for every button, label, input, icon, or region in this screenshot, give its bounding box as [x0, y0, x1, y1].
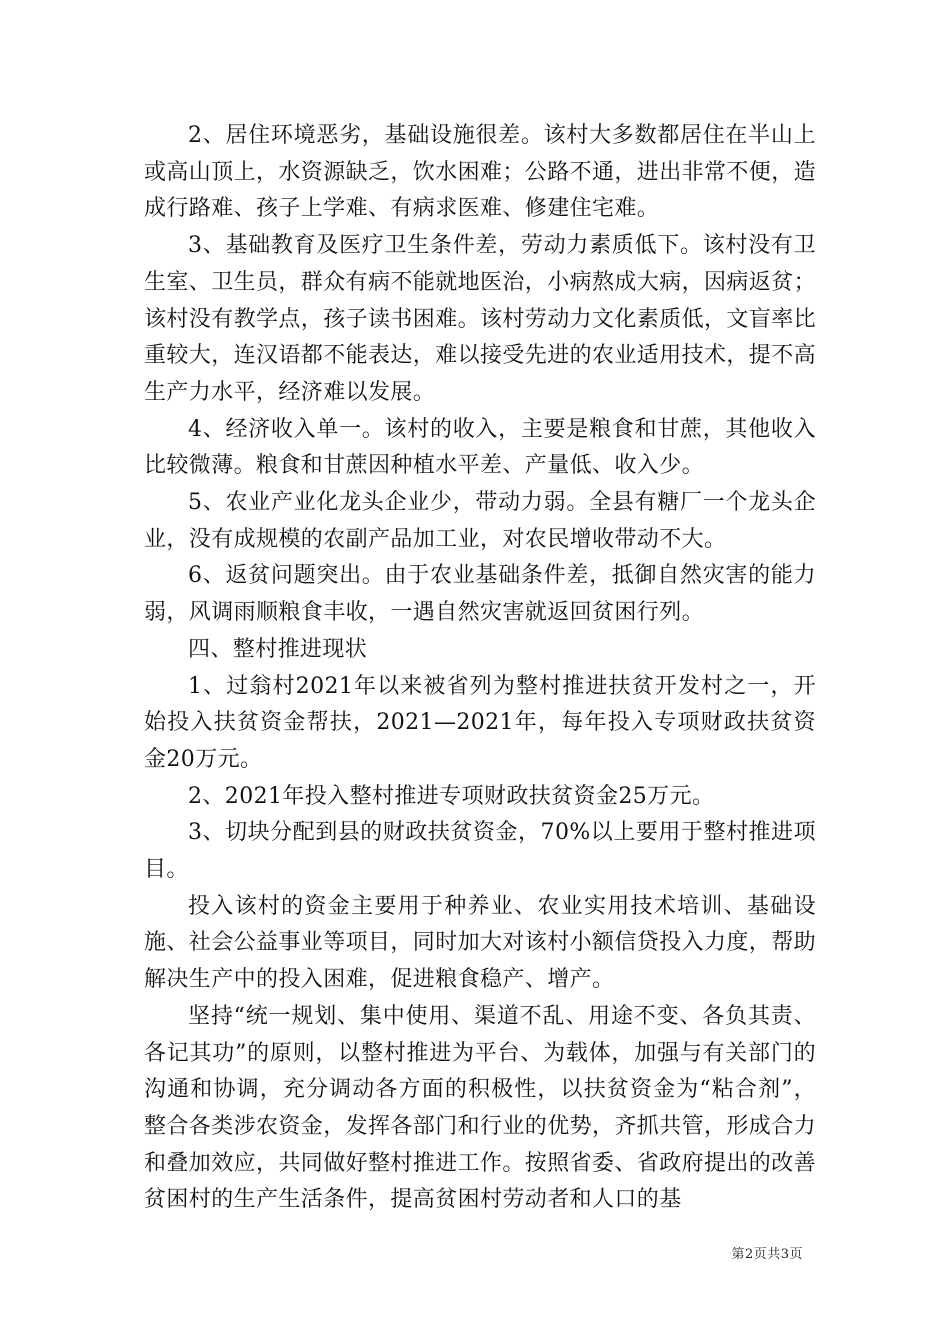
- paragraph-3: 4、经济收入单一。该村的收入，主要是粮食和甘蔗，其他收入比较微薄。粮食和甘蔗因种植水平差、产量低、收入少。: [144, 416, 816, 479]
- paragraph-6: 1、过翁村2021年以来被省列为整村推进扶贫开发村之一，开始投入扶贫资金帮扶，2021—2021年，每年投入专项财政扶贫资金20万元。: [144, 673, 816, 772]
- paragraph-2: 3、基础教育及医疗卫生条件差，劳动力素质低下。该村没有卫生室、卫生员，群众有病不能就地医治，小病熬成大病，因病返贫；该村没有教学点，孩子读书困难。该村劳动力文化素质低，文盲率比重较大，连汉语都不能表达，难以接受先进的农业适用技术，提不高生产力水平，经济难以发展。: [144, 233, 817, 405]
- document-body: [144, 118, 816, 1219]
- paragraph-8: 3、切块分配到县的财政扶贫资金，70%以上要用于整村推进项目。: [144, 820, 816, 883]
- paragraph-1: 2、居住环境恶劣，基础设施很差。该村大多数都居住在半山上或高山顶上，水资源缺乏，饮水困难；公路不通，进出非常不便，造成行路难、孩子上学难、有病求医难、修建住宅难。: [144, 123, 817, 222]
- section-heading: 四、整村推进现状: [188, 636, 368, 662]
- paragraph-5: 6、返贫问题突出。由于农业基础条件差，抵御自然灾害的能力弱，风调雨顺粮食丰收，一遇自然灾害就返回贫困行列。: [144, 563, 816, 626]
- paragraph-7: 2、2021年投入整村推进专项财政扶贫资金25万元。: [188, 783, 715, 809]
- paragraph-10: 坚持“统一规划、集中使用、渠道不乱、用途不变、各负其责、各记其功”的原则，以整村推进为平台、为载体，加强与有关部门的沟通和协调，充分调动各方面的积极性，以扶贫资金为“粘合剂”，整合各类涉农资金，发挥各部门和行业的优势，齐抓共管，形成合力和叠加效应，共同做好整村推进工作。按照省委、省政府提出的改善贫困村的生产生活条件，提高贫困村劳动者和人口的基: [144, 1003, 817, 1213]
- page-number: 第2页共3页: [731, 1247, 803, 1262]
- paragraph-9: 投入该村的资金主要用于种养业、农业实用技术培训、基础设施、社会公益事业等项目，同时加大对该村小额信贷投入力度，帮助解决生产中的投入困难，促进粮食稳产、增产。: [144, 893, 817, 993]
- paragraph-4: 5、农业产业化龙头企业少，带动力弱。全县有糖厂一个龙头企业，没有成规模的农副产品加工业，对农民增收带动不大。: [144, 490, 816, 552]
